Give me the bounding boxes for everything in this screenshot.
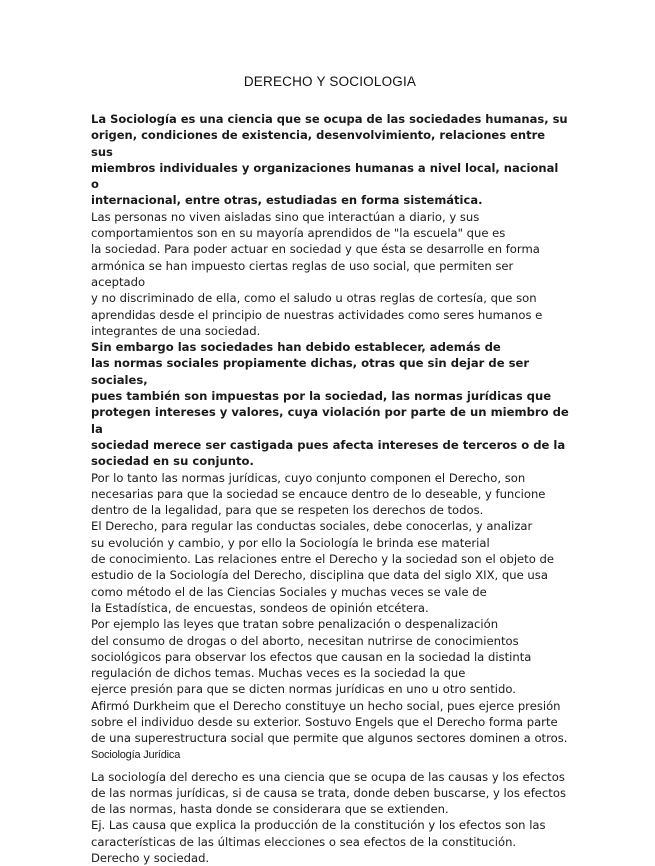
paragraph-sin-embargo-bold: Sin embargo las sociedades han debido establecer, además de las normas sociales propiamente dichas, otras que sin dejar de ser sociales, pues también son impuestas por la sociedad, las normas jurídicas que protegen intereses y valores, cuya violación por parte de un miembro de la sociedad merece ser castigada pues afecta intereses de terceros o de la sociedad en su conjunto <box>91 340 569 469</box>
document-title: DERECHO Y SOCIOLOGIA <box>243 74 417 89</box>
intro-paragraph: La Sociología es una ciencia que se ocupa de las sociedades humanas, su origen, condiciones de existencia, desenvolvimiento, relaciones entre sus miembros individuales y organizaciones humanas a nivel local, nacional o internacional, entre otras, estudiadas en forma sistemática. <box>91 112 568 208</box>
paragraph-por-ejemplo: Por ejemplo las leyes que tratan sobre penalización o despenalización del consumo de drogas o del aborto, necesitan nutrirse de conocimientos sociológicos para observar los efectos que causan en la sociedad la distinta regulación de dichos temas. Muchas veces es la sociedad la que ejerce presión para que se dicten normas jurídicas en uno u otro sentido. <box>91 617 532 697</box>
paragraph-personas: Las personas no viven aisladas sino que interactúan a diario, y sus comportamientos son en su mayoría aprendidos de "la escuela" que es la sociedad. Para poder actuar en sociedad y que ésta se desarrolle en forma armónica se han impuesto ciertas reglas de uso social, que permiten ser aceptado y no discriminado de ella, como el saludo u otras reglas de cortesía, que son aprendidas desde el principio de nuestras actividades como seres humanos e integrantes de una sociedad. <box>91 209 543 338</box>
section-subheading: Sociología Jurídica <box>91 748 181 761</box>
paragraph-sin-embargo <box>91 339 569 469</box>
paragraph-derecho: El Derecho, para regular las conductas sociales, debe conocerlas, y analizar su evolución y cambio, y por ello la Sociología le brinda ese material de conocimiento. Las relaciones entre el Derecho y la sociedad son el objeto de estudio de la Sociología del Derecho, disciplina que data del siglo XIX, que usa como método el de las Ciencias Sociales y muchas veces se vale de la Estadística, de encuestas, sondeos de opinión etcétera. <box>91 519 554 615</box>
paragraph-final: Derecho y sociedad. <box>91 851 210 866</box>
paragraph-durkheim: Afirmó Durkheim que el Derecho constituye un hecho social, pues ejerce presión sobre el individuo desde su exterior. Sostuvo Engels que el Derecho forma parte de una superestructura social que permite que algunos sectores dominen a otros. <box>91 698 568 746</box>
paragraph-sociologia-derecho: La sociología del derecho es una ciencia que se ocupa de las causas y los efectos de las normas jurídicas, si de causa se trata, donde deben buscarse, y los efectos de las normas, hasta donde se considerara que se extienden. <box>91 769 566 817</box>
document-page <box>91 74 569 866</box>
paragraph-por-lo-tanto: Por lo tanto las normas jurídicas, cuyo conjunto componen el Derecho, son necesarias para que la sociedad se encauce dentro de lo deseable, y funcione dentro de la legalidad, para que se respeten los derechos de todos. <box>91 470 546 518</box>
paragraph-sin-embargo-tail: . <box>249 454 254 469</box>
paragraph-ejemplo: Ej. Las causa que explica la producción de la constitución y los efectos son las características de las últimas elecciones o sea efectos de la constitución. <box>91 818 546 849</box>
